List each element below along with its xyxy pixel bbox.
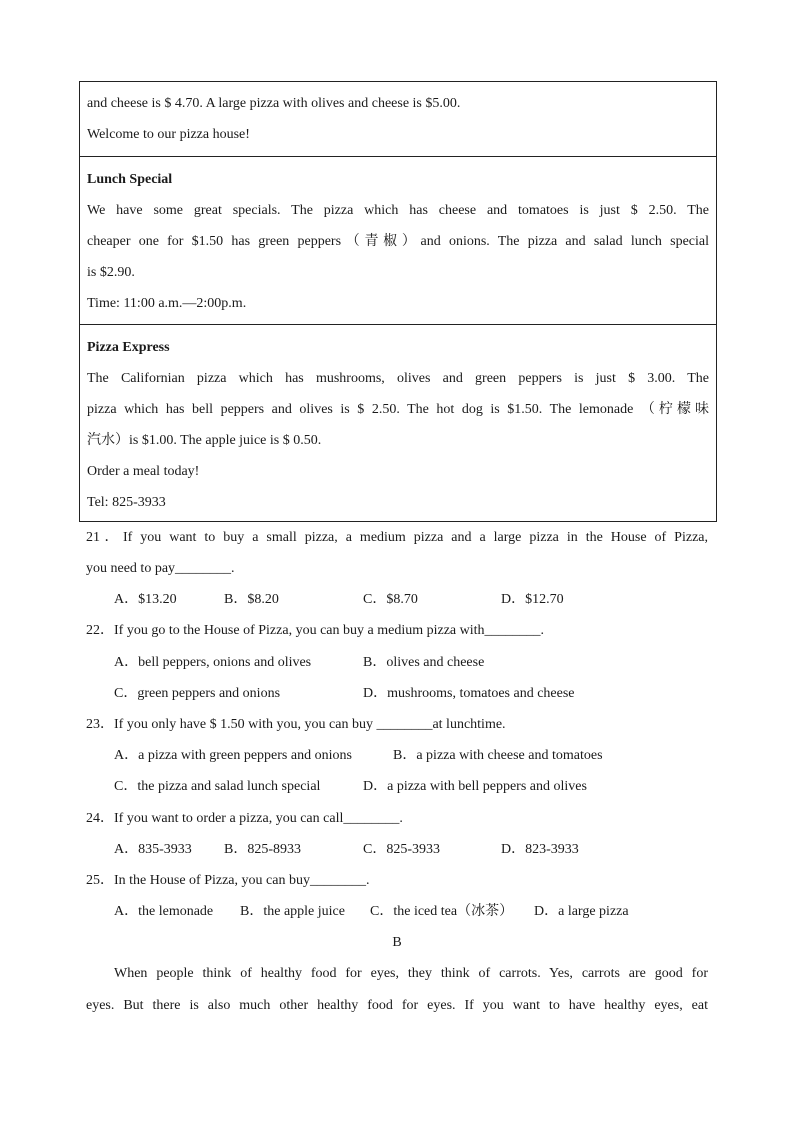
option-d: D．mushrooms, tomatoes and cheese [363, 686, 575, 701]
option-c: C．the pizza and salad lunch special [114, 779, 321, 794]
ad-title: Pizza Express [87, 340, 170, 355]
option-b: B．825-8933 [224, 842, 301, 857]
ad-text-line: The Californian pizza which has mushrooms, olives and green peppers is just $ 3.00. The [87, 371, 709, 386]
question-21-stem: 21．If you want to buy a small pizza, a medium pizza and a large pizza in the House of Pizza, [86, 530, 708, 545]
option-b: B．$8.20 [224, 592, 279, 607]
question-22-stem: 22．If you go to the House of Pizza, you can buy a medium pizza with________. [86, 623, 545, 638]
option-b: B．olives and cheese [363, 655, 485, 670]
option-d: D．a large pizza [534, 904, 629, 919]
question-21-stem-cont: you need to pay________. [86, 561, 235, 576]
option-d: D．$12.70 [501, 592, 564, 607]
section-heading: B [392, 935, 402, 950]
ad-text-line: 汽水）is $1.00. The apple juice is $ 0.50. [87, 433, 322, 448]
ad-text-line: pizza which has bell peppers and olives is $ 2.50. The hot dog is $1.50. The lemonade （柠檬味 [87, 402, 709, 417]
option-b: B．a pizza with cheese and tomatoes [393, 748, 603, 763]
ad-text-line: cheaper one for $1.50 has green peppers（青椒）and onions. The pizza and salad lunch special [87, 234, 709, 249]
option-c: C．$8.70 [363, 592, 418, 607]
ad-table [79, 81, 717, 522]
question-23-stem: 23．If you only have $ 1.50 with you, you can buy ________at lunchtime. [86, 717, 506, 732]
ad-text-line: and cheese is $ 4.70. A large pizza with olives and cheese is $5.00. [87, 96, 461, 111]
passage-line: eyes. But there is also much other healthy food for eyes. If you want to have healthy eyes, eat [86, 998, 708, 1013]
passage-line: When people think of healthy food for eyes, they think of carrots. Yes, carrots are good for [114, 966, 708, 981]
ad-text-line: Time: 11:00 a.m.—2:00p.m. [87, 296, 247, 311]
option-a: A．a pizza with green peppers and onions [114, 748, 352, 763]
pizza-express-cell [80, 325, 716, 522]
question-25-stem: 25．In the House of Pizza, you can buy________. [86, 873, 370, 888]
option-c: C．green peppers and onions [114, 686, 281, 701]
ad-text-line: Order a meal today! [87, 464, 200, 479]
ad-title: Lunch Special [87, 172, 173, 187]
lunch-special-cell [80, 157, 716, 325]
option-d: D．823-3933 [501, 842, 579, 857]
option-c: C．the iced tea（冰茶） [370, 904, 514, 919]
option-a: A．835-3933 [114, 842, 192, 857]
option-a: A．bell peppers, onions and olives [114, 655, 312, 670]
ad-text-line: Welcome to our pizza house! [87, 127, 250, 142]
option-c: C．825-3933 [363, 842, 440, 857]
option-b: B．the apple juice [240, 904, 345, 919]
ad-text-line: is $2.90. [87, 265, 135, 280]
option-a: A．$13.20 [114, 592, 177, 607]
question-24-stem: 24．If you want to order a pizza, you can call________. [86, 811, 403, 826]
ad-text-line: We have some great specials. The pizza which has cheese and tomatoes is just $ 2.50. The [87, 203, 709, 218]
option-a: A．the lemonade [114, 904, 214, 919]
house-of-pizza-cell [80, 81, 716, 157]
ad-text-line: Tel: 825-3933 [87, 495, 166, 510]
option-d: D．a pizza with bell peppers and olives [363, 779, 587, 794]
